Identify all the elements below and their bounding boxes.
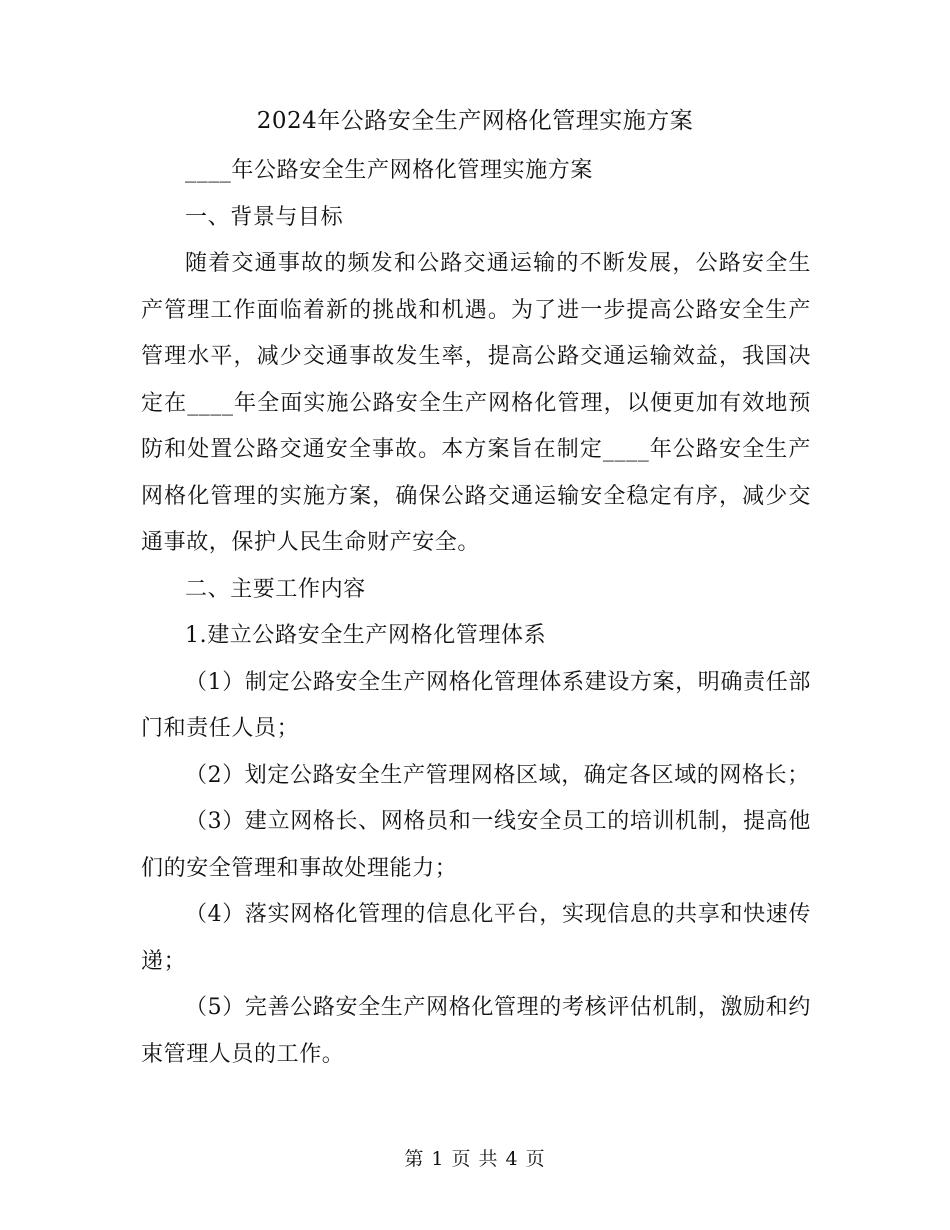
list-item-1: （1）制定公路安全生产网格化管理体系建设方案，明确责任部门和责任人员；: [141, 669, 811, 741]
list-item-2: （2）划定公路安全生产管理网格区域，确定各区域的网格长；: [185, 762, 810, 788]
background-paragraph: 随着交通事故的频发和公路交通运输的不断发展，公路安全生产管理工作面临着新的挑战和机遇。为了进一步提高公路安全生产管理水平，减少交通事故发生率，提高公路交通运输效益，我国决定在____年全面实施公路安全生产网格化管理，以便更加有效地预防和处置公路交通安全事故。本方案旨在制定____年公路安全生产网格化管理的实施方案，确保公路交通运输安全稳定有序，减少交通事故，保护人民生命财产安全。: [141, 251, 811, 555]
document-body: [141, 148, 811, 1078]
page-number-footer: 第 1 页 共 4 页: [404, 1148, 546, 1170]
document-title: 2024年公路安全生产网格化管理实施方案: [256, 108, 694, 134]
section-heading-background: 一、背景与目标: [185, 204, 344, 230]
section-heading-main-work: 二、主要工作内容: [185, 576, 366, 602]
list-item-5: （5）完善公路安全生产网格化管理的考核评估机制，激励和约束管理人员的工作。: [141, 995, 811, 1067]
list-item-3: （3）建立网格长、网格员和一线安全员工的培训机制，提高他们的安全管理和事故处理能力；: [141, 809, 811, 881]
list-item-4: （4）落实网格化管理的信息化平台，实现信息的共享和快速传递；: [141, 902, 811, 974]
subsection-heading-system: 1.建立公路安全生产网格化管理体系: [185, 623, 547, 648]
subtitle-paragraph: ____年公路安全生产网格化管理实施方案: [185, 158, 594, 183]
